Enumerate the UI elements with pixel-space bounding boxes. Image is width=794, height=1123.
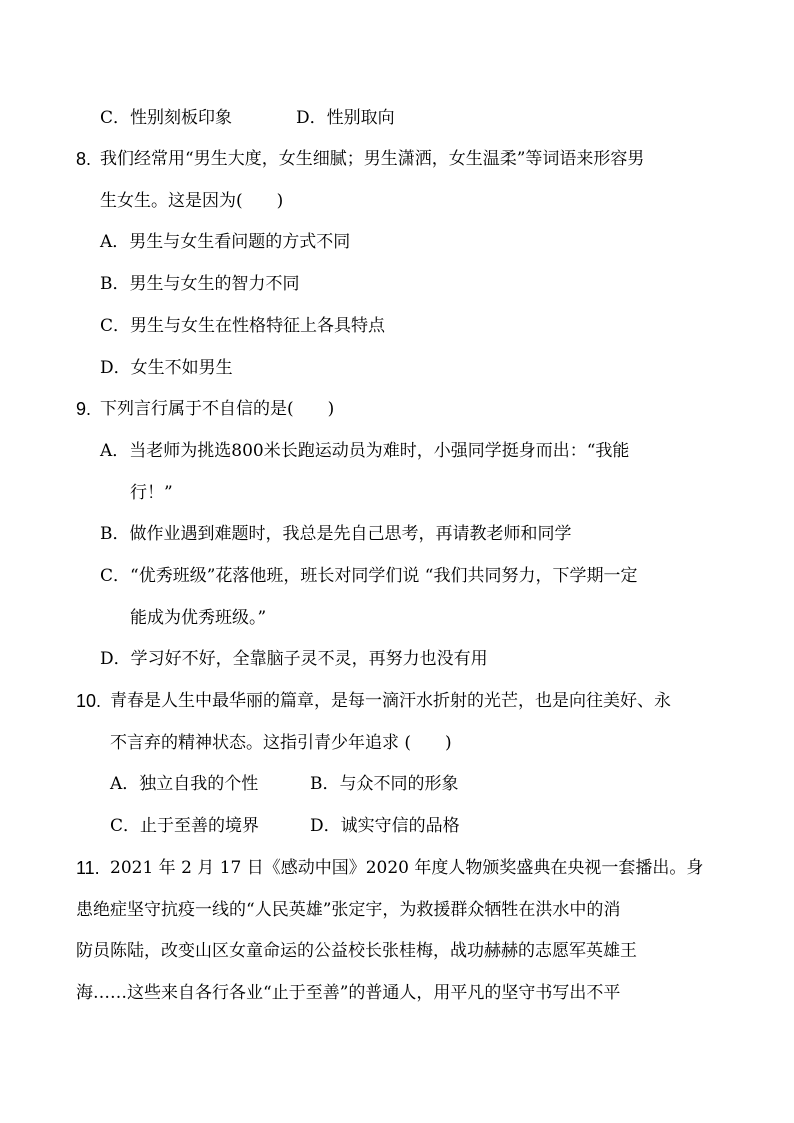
question-11-stem-line-4: 海……这些来自各行各业“止于至善”的普通人，用平凡的坚守书写出不平 xyxy=(76,983,621,1003)
question-10-option-c: C．止于至善的境界 xyxy=(110,816,260,836)
question-9-option-c-line-1: C．“优秀班级”花落他班，班长对同学们说 “我们共同努力，下学期一定 xyxy=(100,566,638,586)
question-11-stem-line-1: 2021 年 2 月 17 日《感动中国》2020 年度人物颁奖盛典在央视一套播出。身 xyxy=(110,858,704,878)
question-8-option-b: B．男生与女生的智力不同 xyxy=(100,274,300,294)
question-11-stem-line-3: 防员陈陆，改变山区女童命运的公益校长张桂梅，战功赫赫的志愿军英雄王 xyxy=(76,941,637,961)
question-10-option-b: B．与众不同的形象 xyxy=(310,774,459,794)
question-10-option-a: A．独立自我的个性 xyxy=(110,774,259,794)
question-9-stem: 下列言行属于不自信的是( ) xyxy=(100,399,335,419)
question-8-option-a: A．男生与女生看问题的方式不同 xyxy=(100,232,351,252)
question-8-stem-line-1: 我们经常用“男生大度，女生细腻；男生潇洒，女生温柔”等词语来形容男 xyxy=(100,149,645,169)
question-9-option-c-line-2: 能成为优秀班级。” xyxy=(130,608,267,628)
question-11-number: 11. xyxy=(76,858,100,878)
question-10-stem-line-1: 青春是人生中最华丽的篇章，是每一滴汗水折射的光芒，也是向往美好、永 xyxy=(110,691,671,711)
question-10-number: 10. xyxy=(76,691,102,711)
question-10-stem-line-2: 不言弃的精神状态。这指引青少年追求 ( ) xyxy=(110,733,452,753)
question-9-option-a-line-2: 行！” xyxy=(130,483,173,503)
question-9-option-a-line-1: A．当老师为挑选800米长跑运动员为难时，小强同学挺身而出：“我能 xyxy=(100,441,630,461)
question-8-stem-line-2: 生女生。这是因为( ) xyxy=(100,191,284,211)
question-9-option-d: D．学习好不好，全靠脑子灵不灵，再努力也没有用 xyxy=(100,649,488,669)
question-11-stem-line-2: 患绝症坚守抗疫一线的“人民英雄”张定宇，为救援群众牺牲在洪水中的消 xyxy=(76,900,621,920)
option-d-gender-orientation: D．性别取向 xyxy=(296,108,395,128)
question-8-number: 8. xyxy=(76,149,92,169)
option-c-gender-stereotype: C．性别刻板印象 xyxy=(100,108,233,128)
question-9-number: 9. xyxy=(76,399,92,419)
question-8-option-d: D．女生不如男生 xyxy=(100,358,233,378)
question-9-option-b: B．做作业遇到难题时，我总是先自己思考，再请教老师和同学 xyxy=(100,524,572,544)
question-10-option-d: D．诚实守信的品格 xyxy=(310,816,460,836)
question-8-option-c: C．男生与女生在性格特征上各具特点 xyxy=(100,316,386,336)
